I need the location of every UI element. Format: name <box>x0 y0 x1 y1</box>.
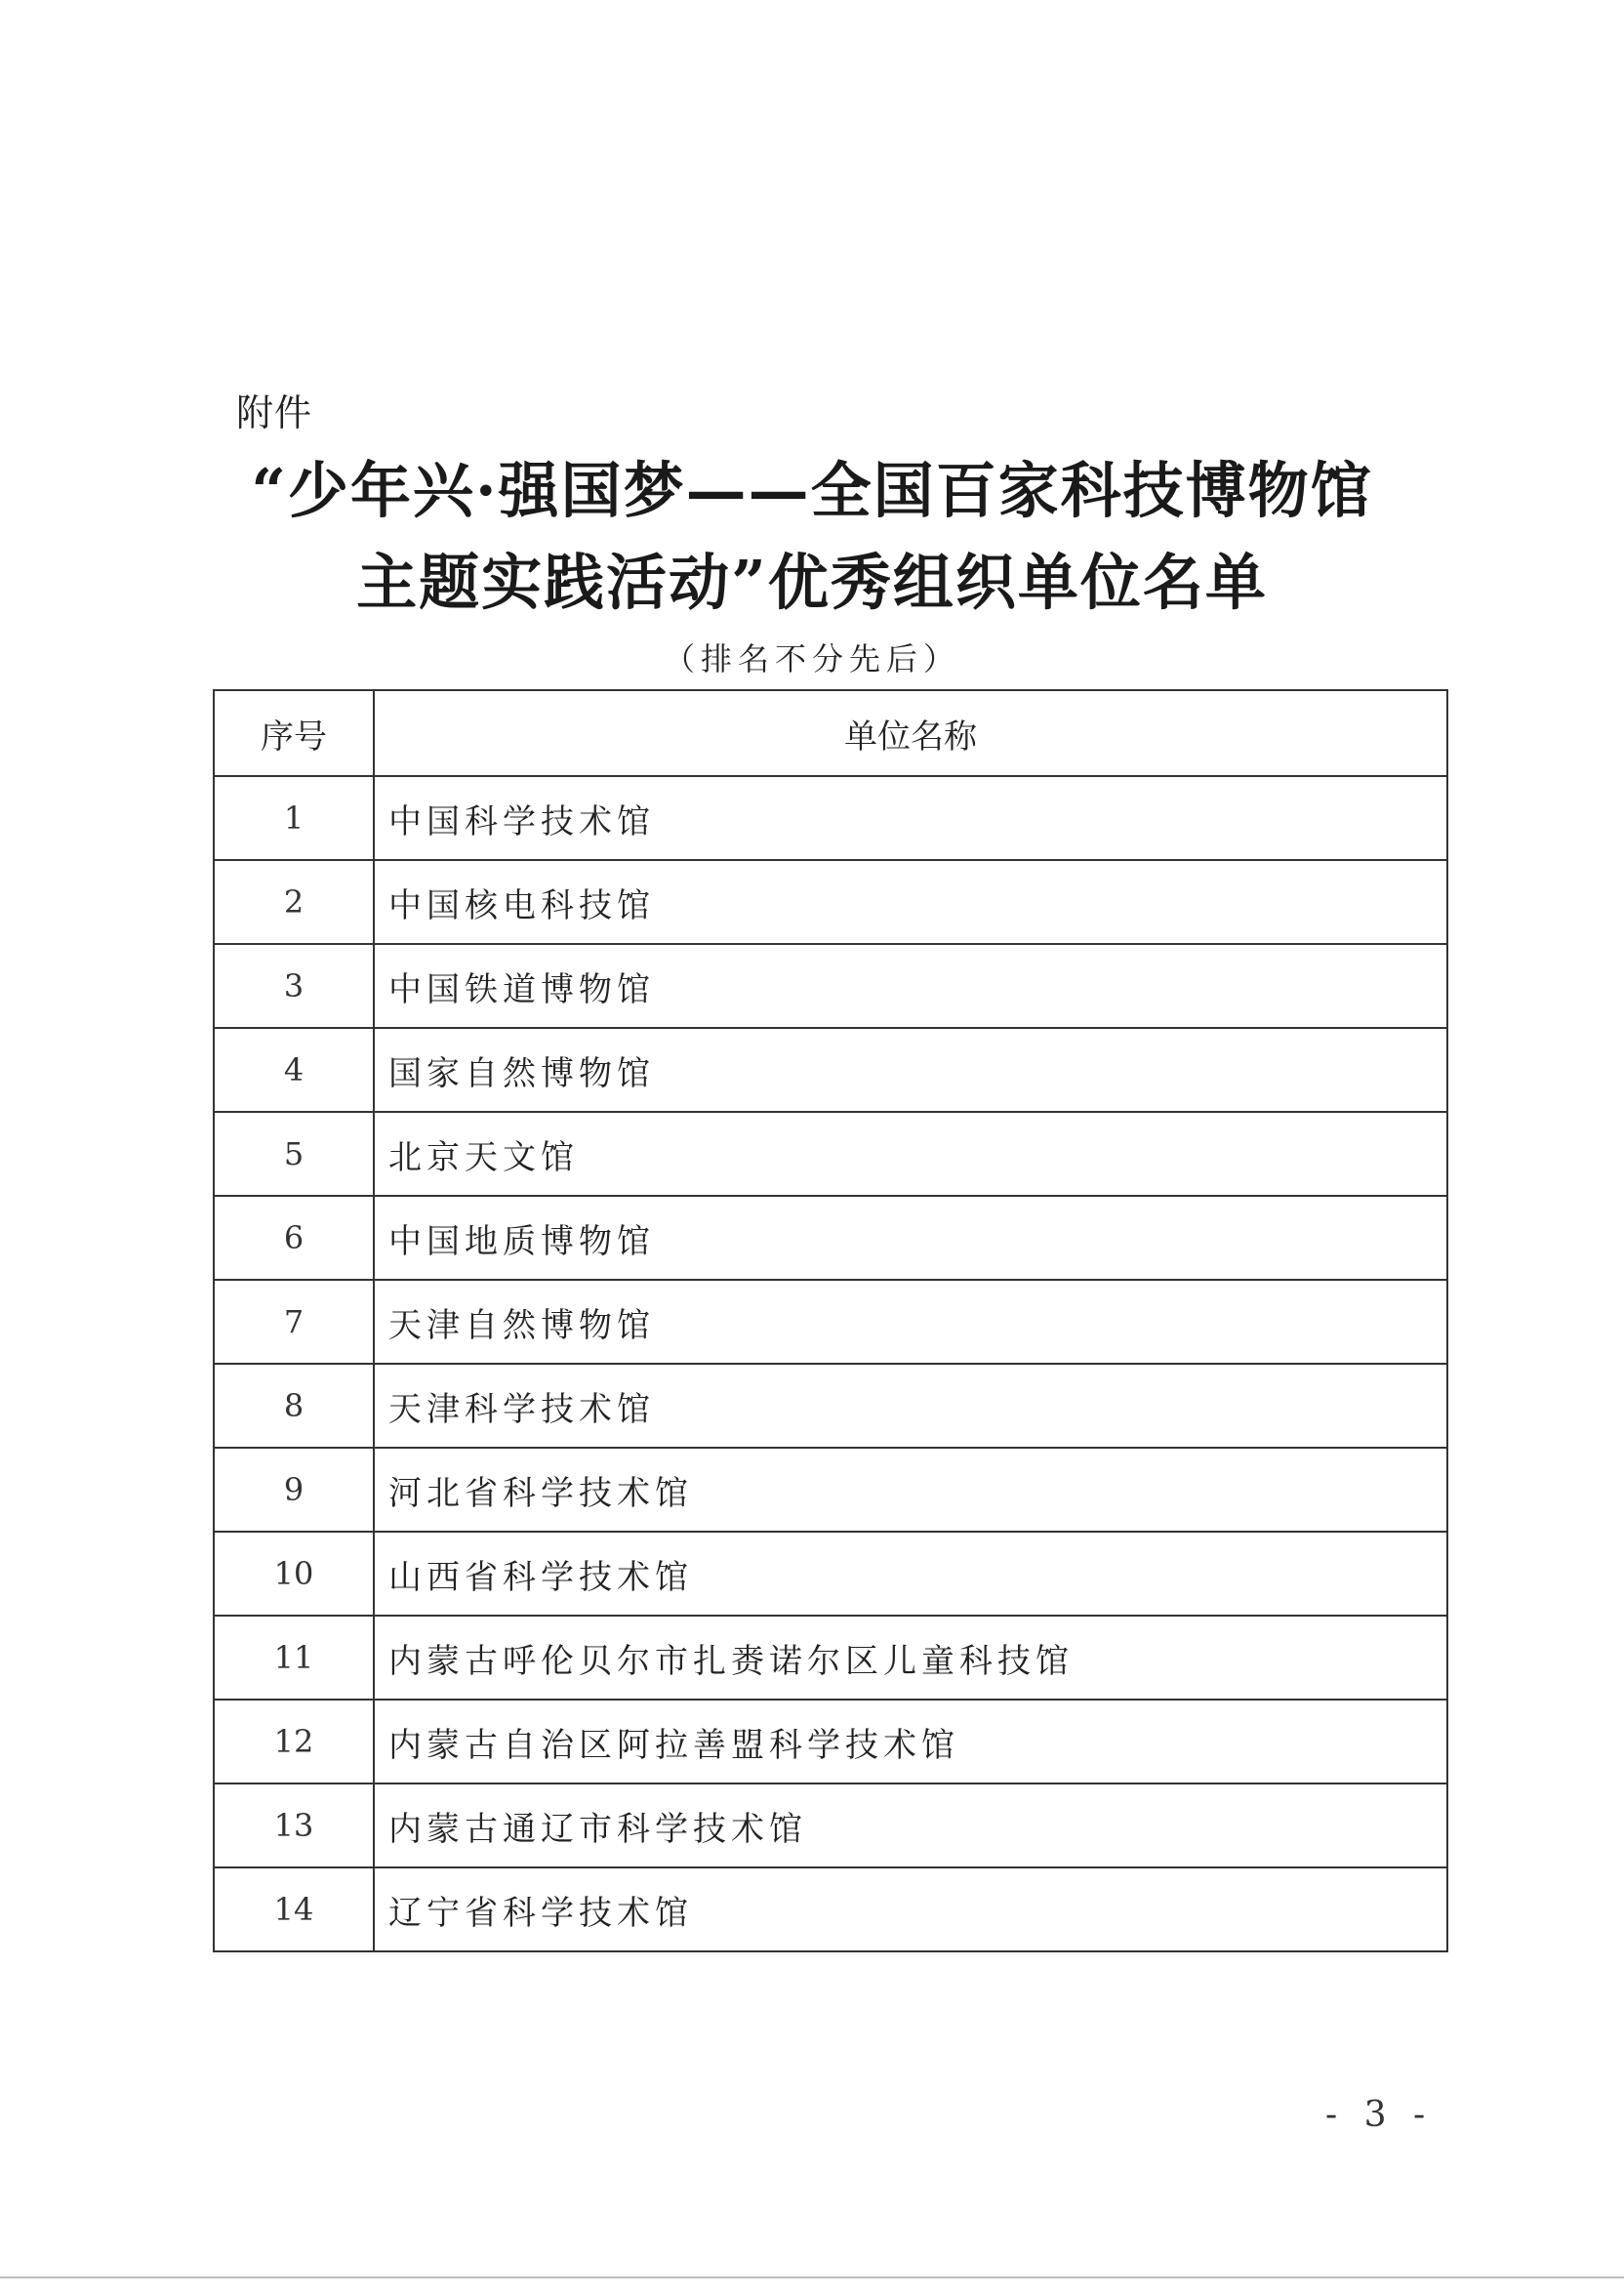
row-organization-name: 国家自然博物馆 <box>374 1028 1447 1112</box>
row-serial-number: 4 <box>214 1028 374 1112</box>
row-serial-number: 12 <box>214 1700 374 1784</box>
attachment-label: 附件 <box>236 391 313 434</box>
row-organization-name: 天津自然博物馆 <box>374 1280 1447 1364</box>
row-serial-number: 2 <box>214 860 374 944</box>
row-organization-name: 天津科学技术馆 <box>374 1364 1447 1448</box>
table-row <box>214 1280 1447 1364</box>
table-row <box>214 944 1447 1028</box>
row-organization-name: 内蒙古通辽市科学技术馆 <box>374 1784 1447 1867</box>
page-number: - 3 - <box>1325 2095 1434 2135</box>
row-serial-number: 3 <box>214 944 374 1028</box>
row-serial-number: 6 <box>214 1196 374 1280</box>
table-row <box>214 1028 1447 1112</box>
row-organization-name: 内蒙古自治区阿拉善盟科学技术馆 <box>374 1700 1447 1784</box>
table-row <box>214 1700 1447 1784</box>
table-row <box>214 776 1447 860</box>
row-serial-number: 7 <box>214 1280 374 1364</box>
header-organization-name: 单位名称 <box>374 690 1447 776</box>
table-row <box>214 1196 1447 1280</box>
row-serial-number: 11 <box>214 1616 374 1700</box>
row-serial-number: 10 <box>214 1532 374 1616</box>
table-row <box>214 1532 1447 1616</box>
document-title-line-2: 主题实践活动”优秀组织单位名单 <box>356 547 1268 618</box>
row-organization-name: 中国地质博物馆 <box>374 1196 1447 1280</box>
row-organization-name: 中国核电科技馆 <box>374 860 1447 944</box>
row-serial-number: 5 <box>214 1112 374 1196</box>
table-row <box>214 1448 1447 1532</box>
table-row <box>214 1112 1447 1196</box>
row-serial-number: 13 <box>214 1784 374 1867</box>
row-organization-name: 中国科学技术馆 <box>374 776 1447 860</box>
table-row <box>214 1616 1447 1700</box>
table-row <box>214 1364 1447 1448</box>
scan-bottom-edge-divider <box>0 2276 1624 2278</box>
row-organization-name: 内蒙古呼伦贝尔市扎赉诺尔区儿童科技馆 <box>374 1616 1447 1700</box>
row-organization-name: 辽宁省科学技术馆 <box>374 1867 1447 1951</box>
row-organization-name: 中国铁道博物馆 <box>374 944 1447 1028</box>
row-organization-name: 山西省科学技术馆 <box>374 1532 1447 1616</box>
document-title-line-1: “少年兴·强国梦——全国百家科技博物馆 <box>251 455 1373 526</box>
row-serial-number: 1 <box>214 776 374 860</box>
row-organization-name: 北京天文馆 <box>374 1112 1447 1196</box>
header-serial-number: 序号 <box>214 690 374 776</box>
table-row <box>214 860 1447 944</box>
table-row <box>214 1784 1447 1867</box>
row-serial-number: 8 <box>214 1364 374 1448</box>
table-header-row <box>214 690 1447 776</box>
ranking-note: （排名不分先后） <box>663 640 960 677</box>
row-serial-number: 14 <box>214 1867 374 1951</box>
row-organization-name: 河北省科学技术馆 <box>374 1448 1447 1532</box>
organization-list-table-container <box>213 689 1446 1952</box>
table-row <box>214 1867 1447 1951</box>
organization-list-table <box>213 689 1448 1952</box>
row-serial-number: 9 <box>214 1448 374 1532</box>
